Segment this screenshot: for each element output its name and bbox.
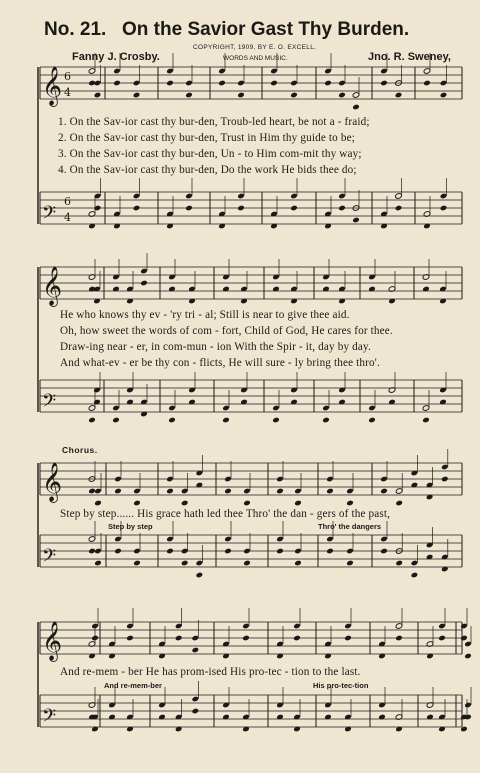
chorus-line-1: Step by step...... His grace hath led thee Thro' the dan - gers of the past,: [60, 508, 391, 520]
bass-cue-and-remember: And re-mem-ber: [104, 681, 162, 690]
verse-1-line-2: He who knows thy ev - 'ry tri - al; Still is near to give thee aid.: [60, 309, 350, 321]
verse-3-line-1: 3. On the Sav-ior cast thy bur-den, Un - to Him com-mit thy way;: [58, 148, 362, 160]
svg-text:6: 6: [64, 70, 71, 83]
bass-cue-thro-the-dangers: Thro' the dangers: [318, 522, 382, 531]
hymn-number: No. 21.: [44, 19, 107, 40]
verse-2-line-2: Oh, how sweet the words of com - fort, Child of God, He cares for thee.: [60, 325, 393, 337]
verse-3-line-2: Draw-ing near - er, in com-mun - ion With the Spir - it, day by day.: [60, 341, 371, 353]
svg-text:𝄞: 𝄞: [42, 462, 63, 502]
composer-credit: Jno. R. Sweney,: [368, 51, 451, 63]
chorus-label: Chorus.: [62, 445, 98, 455]
verse-4-line-1: 4. On the Sav-ior cast thy bur-den, Do the work He bids thee do;: [58, 164, 357, 176]
chorus-line-2: And re-mem - ber He has prom-ised His pro-tec - tion to the last.: [60, 666, 361, 678]
svg-text:𝄞: 𝄞: [42, 266, 63, 306]
bass-cue-step-by-step: Step by step: [108, 522, 153, 531]
verse-1-line-1: 1. On the Sav-ior cast thy bur-den, Troub-led heart, be not a - fraid;: [58, 116, 370, 128]
svg-text:𝄢: 𝄢: [42, 391, 57, 416]
hymn-title: On the Savior Gast Thy Burden.: [122, 19, 410, 40]
copyright-notice: COPYRIGHT, 1909, BY E. O. EXCELL.: [193, 44, 317, 51]
bass-cue-his-protection: His pro-tec-tion: [313, 681, 369, 690]
author-credit: Fanny J. Crosby.: [72, 51, 160, 63]
svg-text:𝄢: 𝄢: [42, 546, 57, 571]
svg-text:𝄞: 𝄞: [42, 621, 63, 661]
words-and-music-note: WORDS AND MUSIC.: [223, 55, 288, 62]
verse-4-line-2: And what-ev - er be thy con - flicts, He will sure - ly bring thee thro'.: [60, 357, 380, 369]
svg-text:𝄢: 𝄢: [42, 203, 57, 228]
svg-text:4: 4: [64, 211, 71, 224]
svg-text:4: 4: [64, 86, 71, 99]
svg-text:6: 6: [64, 195, 71, 208]
svg-text:𝄞: 𝄞: [42, 66, 63, 106]
svg-text:𝄢: 𝄢: [42, 706, 57, 731]
verse-2-line-1: 2. On the Sav-ior cast thy bur-den, Trust in Him thy guide to be;: [58, 132, 355, 144]
